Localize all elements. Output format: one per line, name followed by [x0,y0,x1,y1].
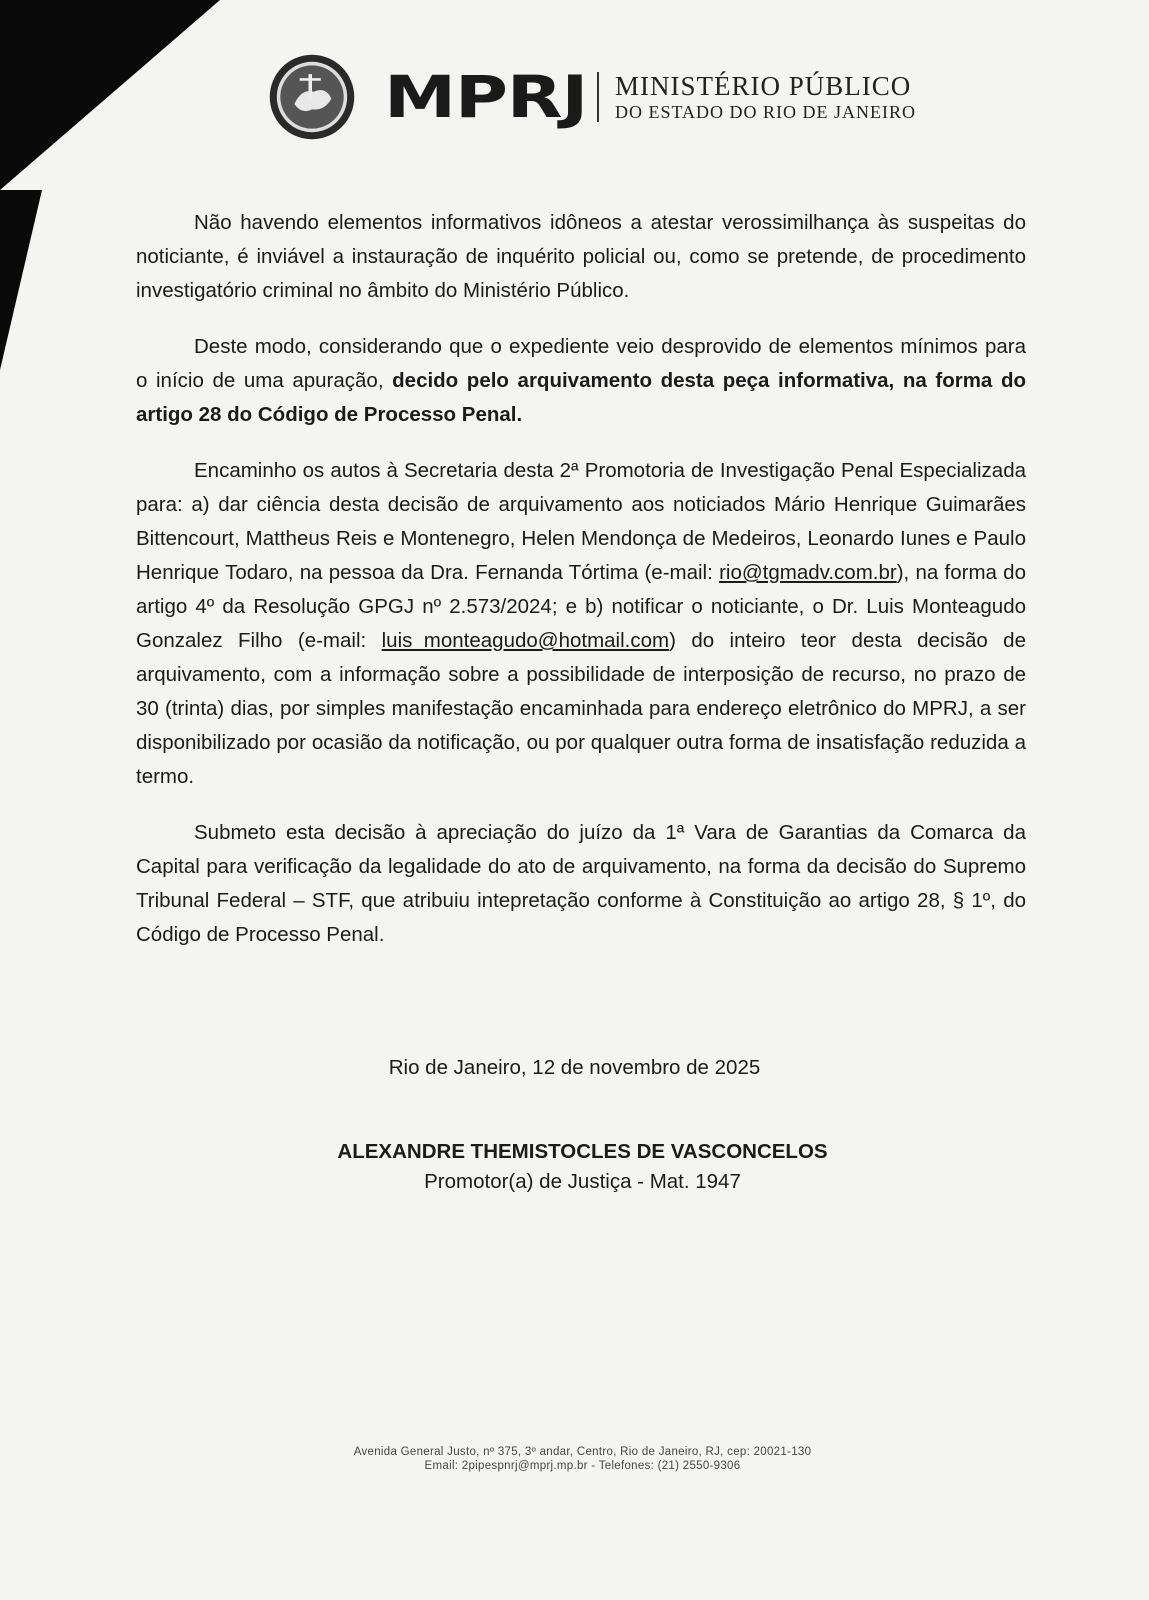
mprj-logo-text: MPRJ [384,63,588,131]
org-name-line1: MINISTÉRIO PÚBLICO [615,71,912,101]
scan-shadow-top [0,0,220,190]
paragraph-3-text-a: Encaminho os autos à Secretaria desta 2ª Promotoria de Investigação Penal Especializada para: a) dar ciência desta decisão de arquivamento aos noticiados Mário Henrique Guimarães Bittencourt, Mattheus Reis e Montenegro, Helen Mendonça de Medeiros, Leonardo Iunes e Paulo Henrique Todaro, na pessoa da Dra. Fernanda Tórtima (e-mail: [136,459,1026,584]
date-line: Rio de Janeiro, 12 de novembro de 2025 [388,1056,761,1079]
email-link-defense[interactable]: rio@tgmadv.com.br [719,561,897,584]
footer-address: Avenida General Justo, nº 375, 3º andar, Centro, Rio de Janeiro, RJ, cep: 20021-130 [353,1446,812,1458]
mprj-seal-icon [268,53,356,141]
letterhead [268,52,928,142]
paragraph-3 [136,454,1026,794]
signatory-role: Promotor(a) de Justiça - Mat. 1947 [424,1170,741,1193]
paragraph-3-text-c: ) do inteiro teor desta decisão de arquivamento, com a informação sobre a possibilidade de interposição de recurso, no prazo de 30 (trinta) dias, por simples manifestação encaminhada para endereço eletrônico do MPRJ, a ser disponibilizado por ocasião da notificação, ou por qualquer outra forma de insatisfação reduzida a termo. [136,629,1026,788]
document-body [136,206,1026,974]
paragraph-2-text: Deste modo, considerando que o expediente veio desprovido de elementos mínimos para o início de uma apuração, [136,335,1026,392]
footer-contact: Email: 2pipespnrj@mprj.mp.br - Telefones: (21) 2550-9306 [424,1460,741,1472]
paragraph-1: Não havendo elementos informativos idôneos a atestar verossimilhança às suspeitas do noticiante, é inviável a instauração de inquérito policial ou, como se pretende, de procedimento investigatório criminal no âmbito do Ministério Público. [136,211,1026,302]
signatory-name: ALEXANDRE THEMISTOCLES DE VASCONCELOS [337,1140,828,1163]
scan-shadow-left [0,190,42,370]
paragraph-4: Submeto esta decisão à apreciação do juízo da 1ª Vara de Garantias da Comarca da Capital para verificação da legalidade do ato de arquivamento, na forma da decisão do Supremo Tribunal Federal – STF, que atribuiu intepretação conforme à Constituição ao artigo 28, § 1º, do Código de Processo Penal. [136,821,1026,946]
paragraph-3-text-b: ), na forma do artigo 4º da Resolução GPGJ nº 2.573/2024; e b) notificar o noticiante, o Dr. Luis Monteagudo Gonzalez Filho (e-mail: [136,561,1026,652]
paragraph-2-decision: decido pelo arquivamento desta peça informativa, na forma do artigo 28 do Código de Processo Penal. [136,369,1026,426]
email-link-noticiante[interactable]: luis_monteagudo@hotmail.com [381,629,670,652]
org-name-line2: DO ESTADO DO RIO DE JANEIRO [615,102,917,122]
paragraph-2 [136,330,1026,432]
org-name [615,73,916,121]
footer [0,1445,1149,1473]
